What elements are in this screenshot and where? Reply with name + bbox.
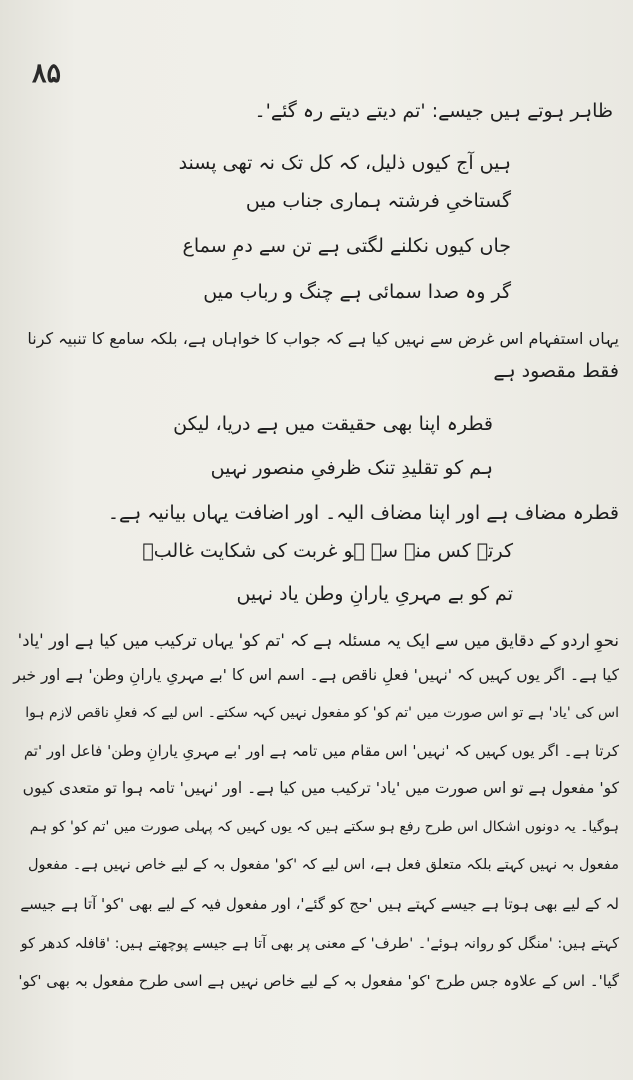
page-number: ۸۵ — [32, 58, 62, 89]
prose-line: فقط مقصود ہے — [493, 360, 619, 382]
prose-line: کیا ہے۔ اگر یوں کہیں کہ 'نہیں' فعلِ ناقص ہے۔ اسم اس کا 'بے مہریِ یارانِ وطن' ہے اور خبر — [13, 666, 619, 684]
verse-line: گستاخیِ فرشتہ ہماری جناب میں — [245, 190, 511, 212]
verse-line: جاں کیوں نکلنے لگتی ہے تن سے دمِ سماع — [182, 235, 511, 257]
bleed-through-text — [163, 66, 483, 80]
prose-line: کہتے ہیں: 'منگل کو روانہ ہوئے'۔ 'طرف' کے معنی پر بھی آتا ہے جیسے پوچھتے ہیں: 'قافلہ کدھر کو — [20, 936, 619, 952]
verse-line: ہم کو تقلیدِ تنک ظرفیِ منصور نہیں — [210, 457, 493, 479]
verse-line: گر وہ صدا سمائی ہے چنگ و رباب میں — [203, 281, 511, 303]
prose-line: ظاہر ہوتے ہیں جیسے: 'تم دیتے دیتے رہ گئے'۔ — [254, 100, 613, 122]
verse-line: ہیں آج کیوں ذلیل، کہ کل تک نہ تھی پسند — [178, 152, 511, 174]
prose-line: اس کی 'یاد' ہے تو اس صورت میں 'تم کو' کو مفعول نہیں کہہ سکتے۔ اس لیے کہ فعلِ ناقص لازم ہوا — [25, 705, 619, 721]
prose-line: کو' مفعول ہے تو اس صورت میں 'یاد' ترکیب میں کیا ہے۔ اور 'نہیں' تامہ ہوا تو متعدی کیوں — [22, 779, 619, 797]
prose-line: مفعول بہ نہیں کہتے بلکہ متعلق فعل ہے، اس لیے کہ 'کو' مفعول بہ کے لیے خاص نہیں ہے۔ مفعول — [28, 857, 619, 873]
prose-line: لہ کے لیے بھی ہوتا ہے جیسے کہتے ہیں 'حج کو گئے'، اور مفعول فیہ کے لیے بھی 'کو' آتا ہے جیسے — [20, 895, 619, 913]
prose-line: قطرہ مضاف ہے اور اپنا مضاف الیہ۔ اور اضافت یہاں بیانیہ ہے۔ — [107, 502, 619, 524]
verse-line: کرتے کس منہ سے ہو غربت کی شکایت غالبؔ — [142, 540, 513, 562]
prose-line: نحوِ اردو کے دقایق میں سے ایک یہ مسئلہ ہے کہ 'تم کو' یہاں ترکیب میں کیا ہے اور 'یاد' — [17, 631, 619, 650]
prose-line: ہوگیا۔ یہ دونوں اشکال اس طرح رفع ہو سکتے ہیں کہ یوں کہیں کہ پہلی صورت میں 'تم کو' کو ہم — [29, 819, 619, 835]
prose-line: یہاں استفہام اس غرض سے نہیں کیا ہے کہ جواب کا خواہاں ہے، بلکہ سامع کا تنبیہ کرنا — [27, 329, 619, 348]
verse-line: تم کو بے مہریِ یارانِ وطن یاد نہیں — [236, 583, 513, 605]
prose-line: گیا'۔ اس کے علاوہ جس طرح 'کو' مفعول بہ کے لیے خاص نہیں ہے اسی طرح مفعول بہ بھی 'کو' — [18, 972, 619, 990]
verse-line: قطرہ اپنا بھی حقیقت میں ہے دریا، لیکن — [173, 413, 493, 435]
prose-line: کرتا ہے۔ اگر یوں کہیں کہ 'نہیں' اس مقام میں تامہ ہے اور 'بے مہریِ یارانِ وطن' فاعل اور 'تم — [23, 742, 619, 760]
